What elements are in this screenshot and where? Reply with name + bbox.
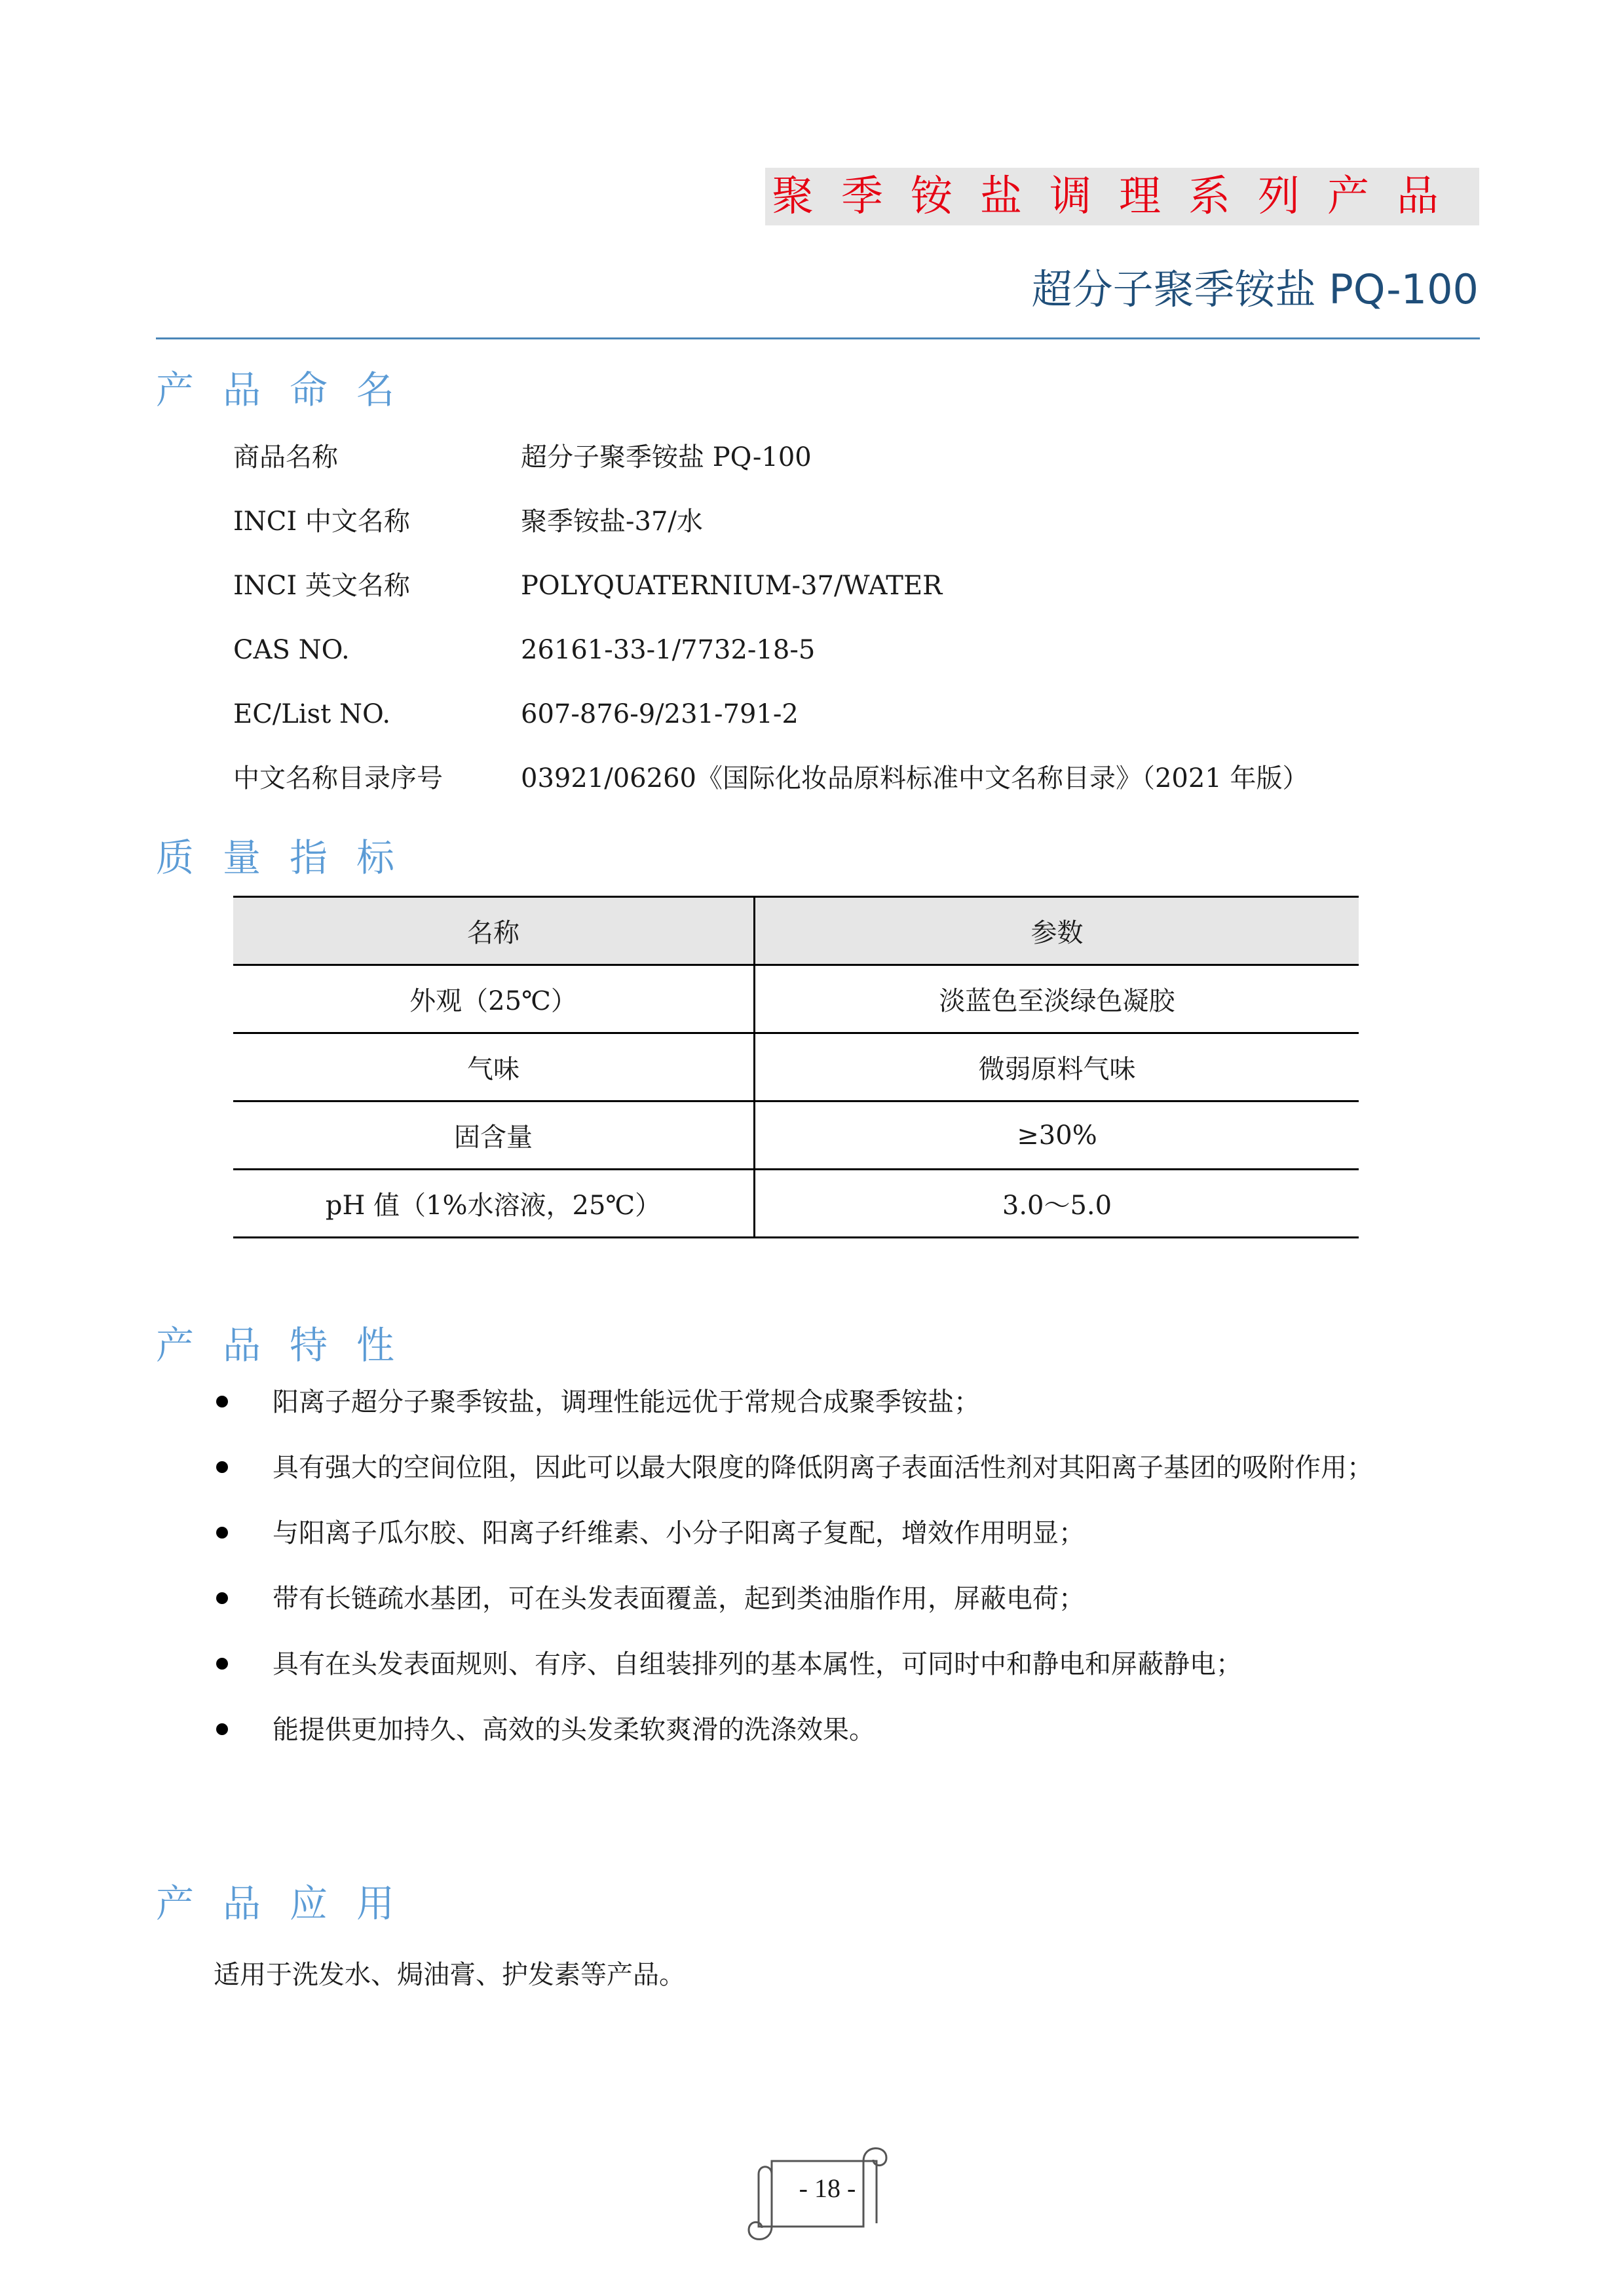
table-cell: 气味: [233, 1033, 755, 1101]
feature-text: 与阳离子瓜尔胶、阳离子纤维素、小分子阳离子复配，增效作用明显；: [273, 1518, 1085, 1548]
section-heading-application: 产品应用: [156, 1881, 424, 1926]
section-heading-quality: 质量指标: [156, 835, 424, 880]
feature-text: 具有强大的空间位阻，因此可以最大限度的降低阴离子表面活性剂对其阳离子基团的吸附作用；: [273, 1453, 1373, 1483]
naming-label: INCI 英文名称: [233, 571, 410, 601]
naming-value: POLYQUATERNIUM-37/WATER: [521, 571, 943, 601]
table-cell: 微弱原料气味: [755, 1033, 1359, 1101]
table-row: [233, 1033, 1359, 1101]
table-cell: ≥30%: [755, 1101, 1359, 1170]
bullet-icon: [216, 1592, 228, 1604]
table-cell: 3.0～5.0: [755, 1170, 1359, 1238]
title-divider: [156, 337, 1480, 339]
table-row: [233, 1170, 1359, 1238]
section-heading-features: 产品特性: [156, 1323, 424, 1368]
feature-text: 能提供更加持久、高效的头发柔软爽滑的洗涤效果。: [273, 1715, 875, 1745]
bullet-icon: [216, 1723, 228, 1735]
naming-label: 商品名称: [233, 442, 338, 472]
table-row: [233, 965, 1359, 1033]
naming-label: CAS NO.: [233, 635, 350, 665]
naming-value: 26161-33-1/7732-18-5: [521, 635, 816, 665]
table-cell: 外观（25℃）: [233, 965, 755, 1033]
table-cell: 淡蓝色至淡绿色凝胶: [755, 965, 1359, 1033]
application-text: 适用于洗发水、焗油膏、护发素等产品。: [214, 1960, 685, 1990]
bullet-icon: [216, 1658, 228, 1670]
feature-text: 阳离子超分子聚季铵盐，调理性能远优于常规合成聚季铵盐；: [273, 1387, 980, 1417]
bullet-icon: [216, 1527, 228, 1539]
table-cell: 固含量: [233, 1101, 755, 1170]
table-cell: pH 值（1%水溶液，25℃）: [233, 1170, 755, 1238]
product-title: 超分子聚季铵盐 PQ-100: [1031, 265, 1479, 313]
column-header: 参数: [755, 897, 1359, 965]
section-heading-naming: 产品命名: [156, 368, 424, 412]
quality-spec-table: [233, 896, 1359, 1238]
page-number: - 18 -: [799, 2173, 856, 2203]
naming-value: 607-876-9/231-791-2: [521, 699, 799, 729]
feature-text: 具有在头发表面规则、有序、自组装排列的基本属性，可同时中和静电和屏蔽静电；: [273, 1649, 1242, 1679]
naming-value: 聚季铵盐-37/水: [521, 507, 703, 537]
naming-value: 03921/06260《国际化妆品原料标准中文名称目录》（2021 年版）: [521, 763, 1309, 794]
naming-value: 超分子聚季铵盐 PQ-100: [521, 442, 812, 472]
table-row: [233, 1101, 1359, 1170]
naming-label: INCI 中文名称: [233, 507, 410, 537]
bullet-icon: [216, 1461, 228, 1473]
feature-text: 带有长链疏水基团，可在头发表面覆盖，起到类油脂作用，屏蔽电荷；: [273, 1584, 1085, 1614]
bullet-icon: [216, 1396, 228, 1407]
naming-label: EC/List NO.: [233, 699, 391, 729]
series-title: 聚季铵盐调理系列产品: [765, 168, 1479, 225]
table-header-row: [233, 897, 1359, 965]
naming-label: 中文名称目录序号: [233, 763, 443, 794]
column-header: 名称: [233, 897, 755, 965]
